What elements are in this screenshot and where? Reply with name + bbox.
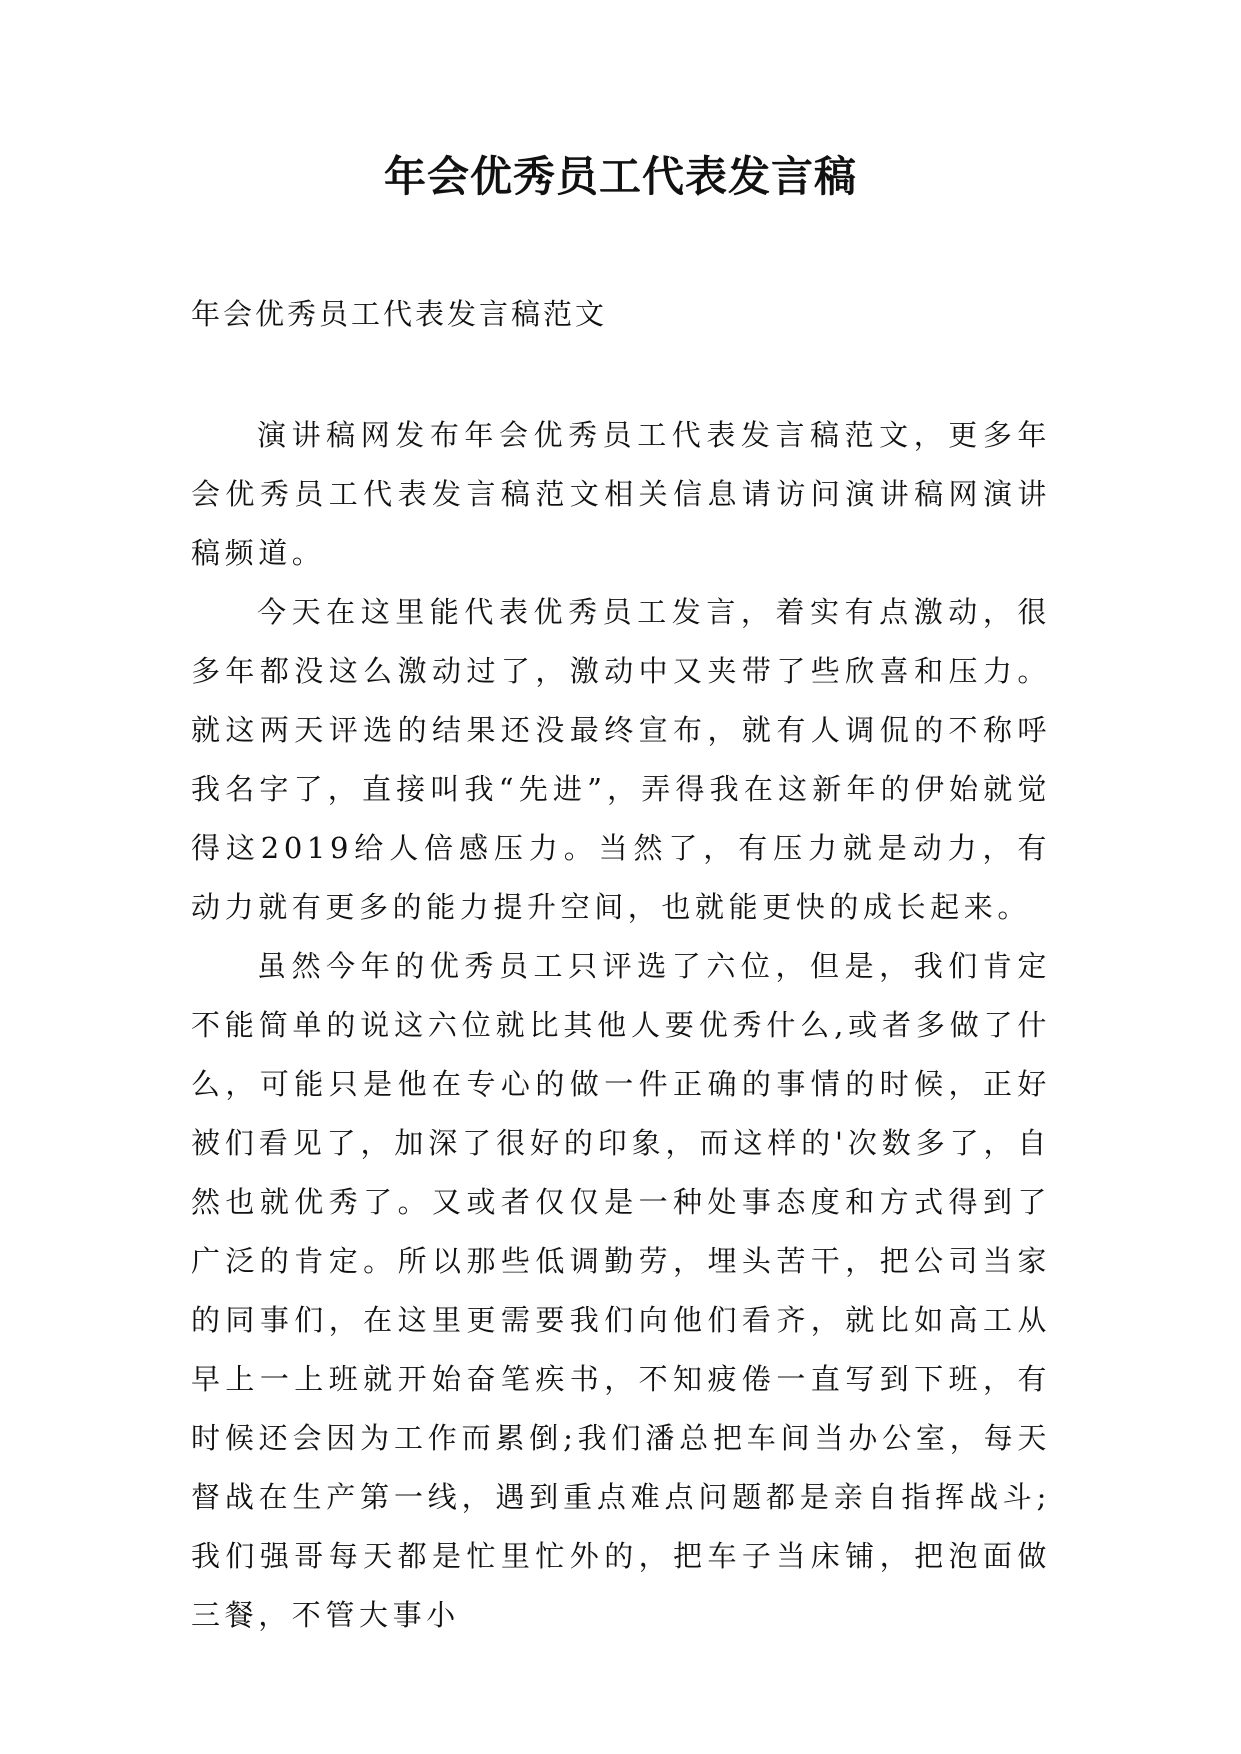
document-subtitle: 年会优秀员工代表发言稿范文 [191,297,608,331]
document-body [191,406,1051,1645]
body-paragraph-1: 演讲稿网发布年会优秀员工代表发言稿范文，更多年会优秀员工代表发言稿范文相关信息请访问演讲稿网演讲稿频道。 [191,418,1051,570]
body-paragraph-2: 今天在这里能代表优秀员工发言，着实有点激动，很多年都没这么激动过了，激动中又夹带了些欣喜和压力。就这两天评选的结果还没最终宣布，就有人调侃的不称呼我名字了，直接叫我“先进”，弄得我在这新年的伊始就觉得这2019给人倍感压力。当然了，有压力就是动力，有动力就有更多的能力提升空间，也就能更快的成长起来。 [191,595,1051,924]
body-paragraph-3: 虽然今年的优秀员工只评选了六位，但是，我们肯定不能简单的说这六位就比其他人要优秀什么,或者多做了什么，可能只是他在专心的做一件正确的事情的时候，正好被们看见了，加深了很好的印象，而这样的'次数多了，自然也就优秀了。又或者仅仅是一种处事态度和方式得到了广泛的肯定。所以那些低调勤劳，埋头苦干，把公司当家的同事们，在这里更需要我们向他们看齐，就比如高工从早上一上班就开始奋笔疾书，不知疲倦一直写到下班，有时候还会因为工作而累倒;我们潘总把车间当办公室，每天督战在生产第一线，遇到重点难点问题都是亲自指挥战斗;我们强哥每天都是忙里忙外的，把车子当床铺，把泡面做三餐，不管大事小 [191,949,1051,1632]
document-title: 年会优秀员工代表发言稿 [383,152,857,201]
